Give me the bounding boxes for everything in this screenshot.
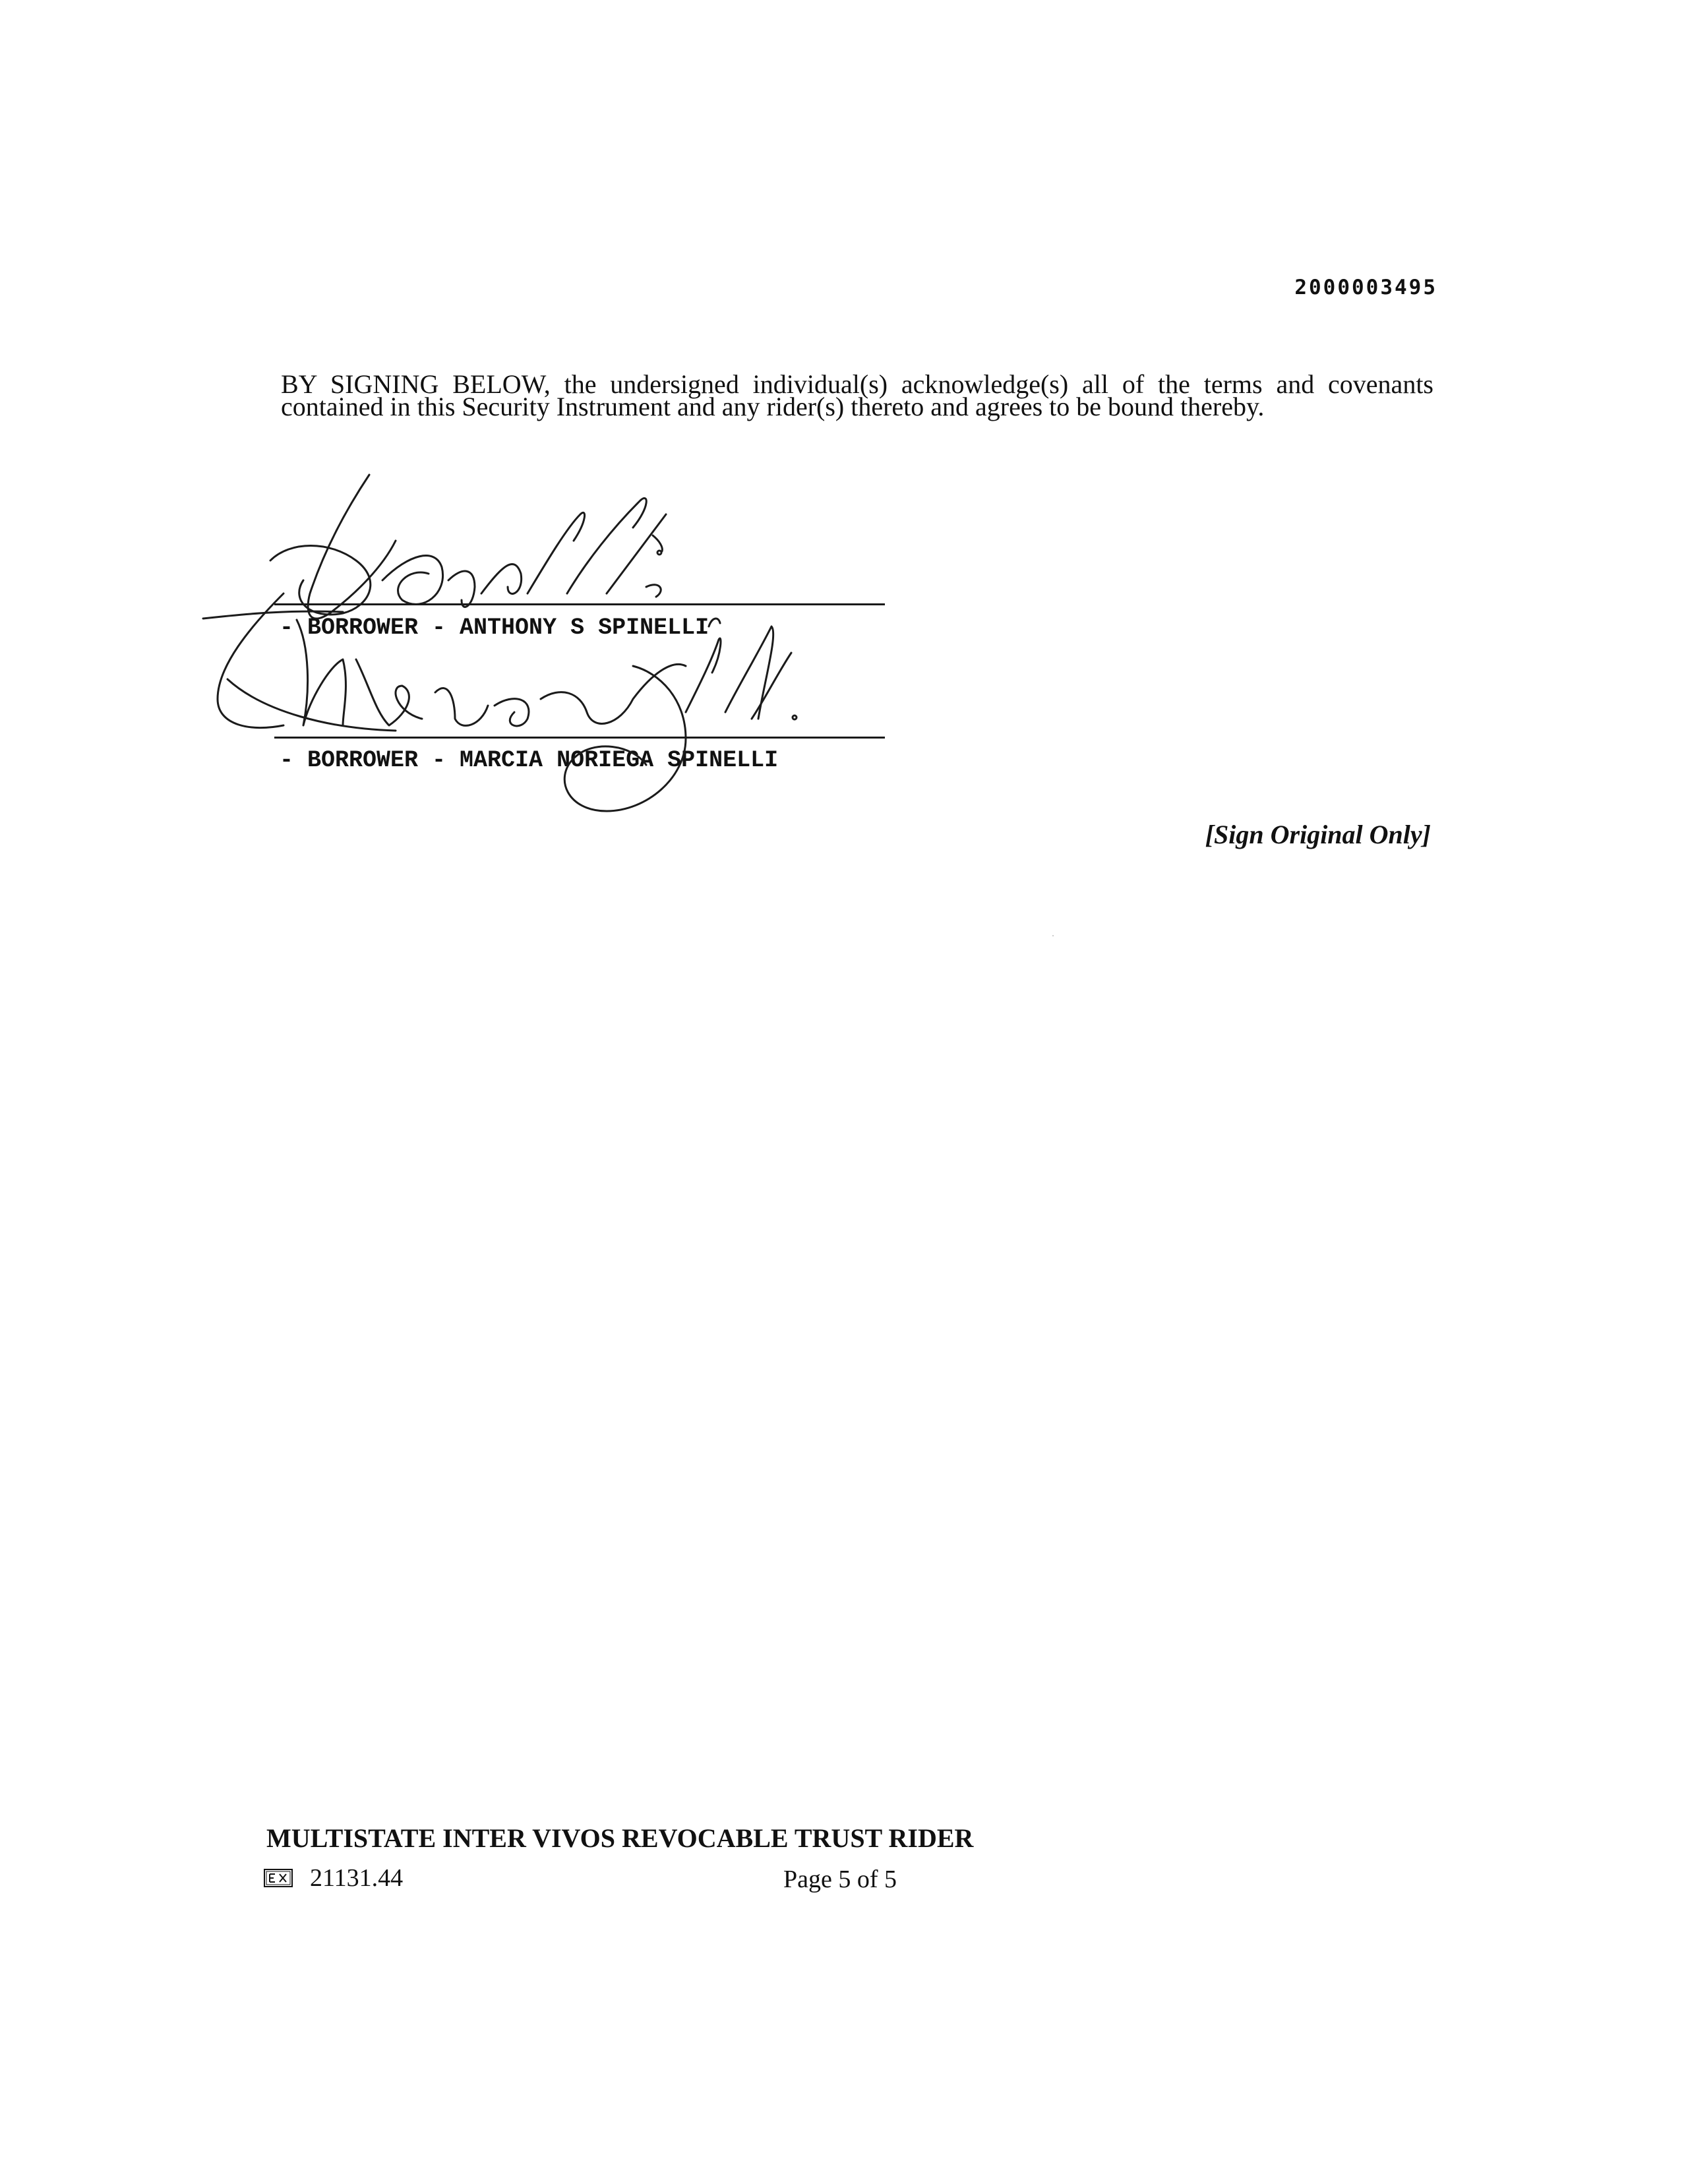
ex-form-logo-icon bbox=[264, 1869, 293, 1887]
document-number: 2000003495 bbox=[1294, 276, 1437, 299]
scan-speck bbox=[1052, 935, 1054, 936]
form-number: 21131.44 bbox=[310, 1864, 404, 1892]
borrower-caption-1: - BORROWER - ANTHONY S SPINELLI bbox=[280, 615, 709, 641]
form-title: MULTISTATE INTER VIVOS REVOCABLE TRUST RIDER bbox=[266, 1823, 974, 1853]
page-number: Page 5 of 5 bbox=[783, 1866, 897, 1893]
acknowledgement-paragraph: BY SIGNING BELOW, the undersigned individual(s) acknowledge(s) all of the terms and covenants contained in this Security Instrument and any rider(s) thereto and agrees to be bound thereby. bbox=[281, 369, 1433, 421]
sign-original-only-note: [Sign Original Only] bbox=[1205, 820, 1431, 849]
borrower-caption-2: - BORROWER - MARCIA NORIEGA SPINELLI bbox=[280, 747, 779, 774]
form-number-block bbox=[264, 1864, 403, 1893]
